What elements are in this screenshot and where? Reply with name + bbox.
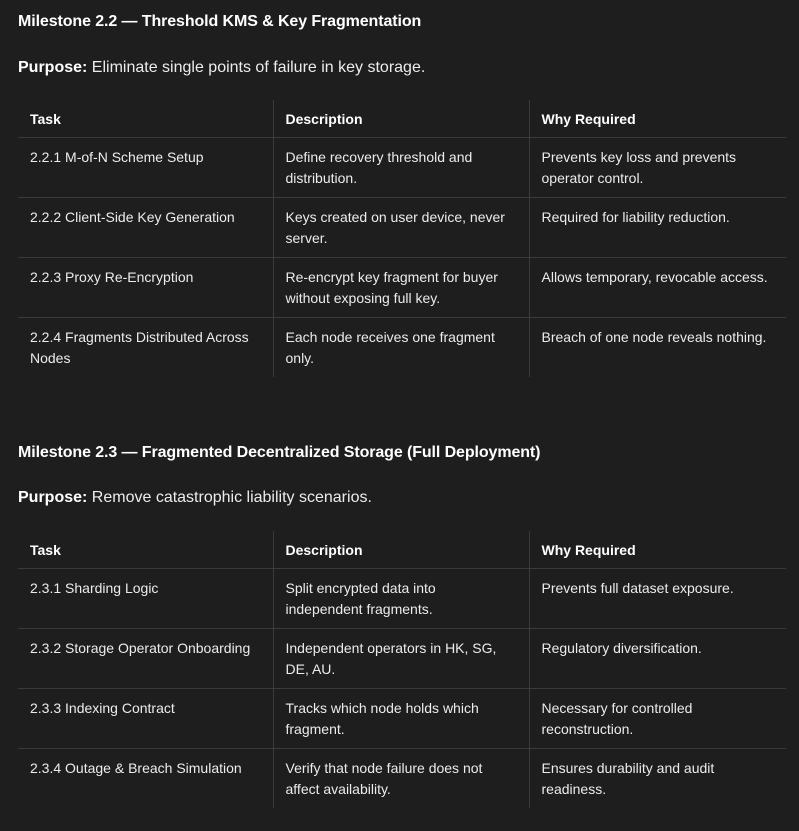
why-required-cell: Ensures durability and audit readiness. [529, 749, 786, 809]
table-row [18, 569, 786, 629]
task-cell: 2.3.1 Sharding Logic [18, 569, 273, 629]
why-required-cell: Breach of one node reveals nothing. [529, 318, 786, 378]
milestone-2-3-section [18, 442, 786, 807]
task-cell: 2.2.2 Client-Side Key Generation [18, 198, 273, 258]
description-cell: Split encrypted data into independent fragments. [273, 569, 529, 629]
description-cell: Tracks which node holds which fragment. [273, 689, 529, 749]
milestone-2-2-table [18, 100, 786, 377]
why-required-cell: Prevents full dataset exposure. [529, 569, 786, 629]
task-cell: 2.2.3 Proxy Re-Encryption [18, 258, 273, 318]
milestone-2-3-table [18, 531, 786, 808]
purpose-line [18, 57, 425, 79]
task-cell: 2.3.2 Storage Operator Onboarding [18, 629, 273, 689]
table-row [18, 689, 786, 749]
table-row [18, 198, 786, 258]
why-required-cell: Necessary for controlled reconstruction. [529, 689, 786, 749]
why-required-cell: Required for liability reduction. [529, 198, 786, 258]
milestone-2-2-section [18, 11, 786, 376]
description-cell: Keys created on user device, never server. [273, 198, 529, 258]
why-required-cell: Regulatory diversification. [529, 629, 786, 689]
column-header-description: Description [273, 100, 529, 138]
task-cell: 2.3.3 Indexing Contract [18, 689, 273, 749]
column-header-task: Task [18, 531, 273, 569]
column-header-why-required: Why Required [529, 531, 786, 569]
table-header-row [18, 531, 786, 569]
description-cell: Verify that node failure does not affect availability. [273, 749, 529, 809]
column-header-why-required: Why Required [529, 100, 786, 138]
column-header-description: Description [273, 531, 529, 569]
table-row [18, 749, 786, 809]
table-row [18, 318, 786, 378]
why-required-cell: Prevents key loss and prevents operator control. [529, 138, 786, 198]
description-cell: Each node receives one fragment only. [273, 318, 529, 378]
task-cell: 2.2.1 M-of-N Scheme Setup [18, 138, 273, 198]
table-header-row [18, 100, 786, 138]
purpose-text: Eliminate single points of failure in key storage. [87, 59, 426, 76]
task-cell: 2.3.4 Outage & Breach Simulation [30, 760, 242, 776]
description-cell: Define recovery threshold and distribution. [273, 138, 529, 198]
why-required-cell: Allows temporary, revocable access. [529, 258, 786, 318]
table-row [18, 629, 786, 689]
milestone-title: Milestone 2.2 — Threshold KMS & Key Fragmentation [18, 13, 422, 30]
table-row [18, 138, 786, 198]
purpose-text: Remove catastrophic liability scenarios. [87, 489, 372, 506]
purpose-label: Purpose: [18, 489, 88, 506]
milestone-title: Milestone 2.3 — Fragmented Decentralized Storage (Full Deployment) [18, 444, 541, 461]
table-row [18, 258, 786, 318]
description-cell: Re-encrypt key fragment for buyer without exposing full key. [273, 258, 529, 318]
description-cell: Independent operators in HK, SG, DE, AU. [273, 629, 529, 689]
purpose-label: Purpose: [18, 59, 88, 76]
column-header-task: Task [18, 100, 273, 138]
purpose-line [18, 487, 372, 509]
task-cell: 2.2.4 Fragments Distributed Across Nodes [30, 329, 249, 366]
